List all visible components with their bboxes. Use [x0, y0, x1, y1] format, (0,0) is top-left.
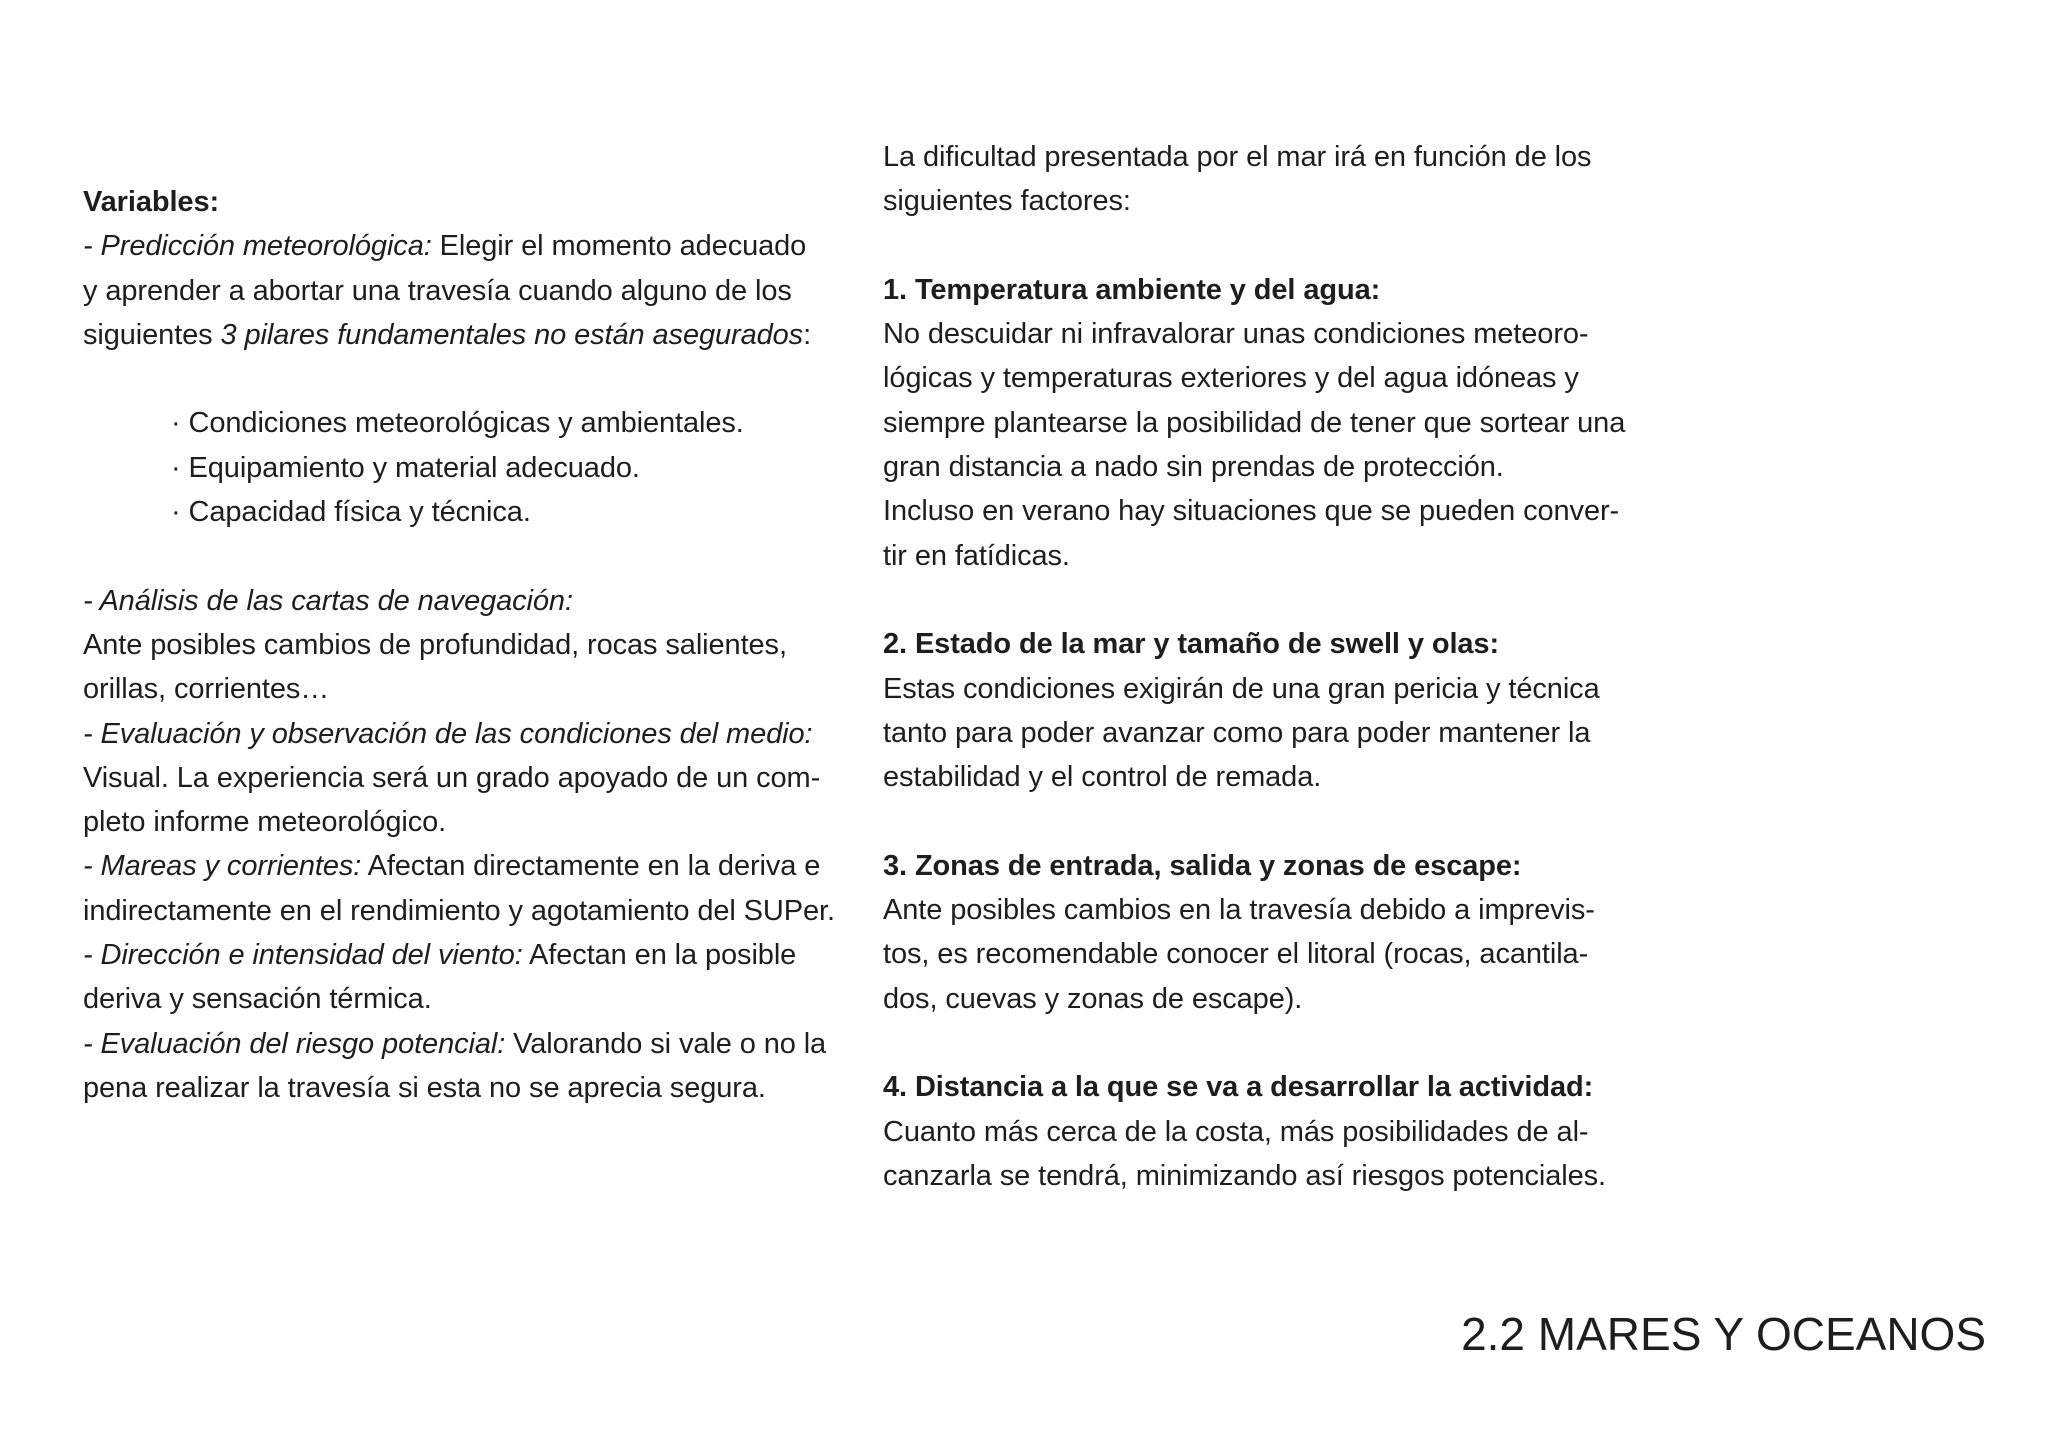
- spacer: [83, 534, 863, 578]
- spacer: [83, 357, 863, 401]
- viento-line-2: deriva y sensación térmica.: [83, 983, 432, 1016]
- factor-4-line: canzarla se tendrá, minimizando así riesgos potenciales.: [883, 1159, 1606, 1192]
- spacer: [883, 799, 1663, 843]
- factor-1-line: lógicas y temperaturas exteriores y del agua idóneas y: [883, 362, 1579, 395]
- factor-3-heading: 3. Zonas de entrada, salida y zonas de escape:: [883, 849, 1522, 882]
- prediccion-label: - Predicción meteorológica:: [83, 230, 432, 263]
- factor-1-line: siempre plantearse la posibilidad de tener que sortear una: [883, 406, 1626, 439]
- riesgo-text-1: Valorando si vale o no la: [505, 1027, 827, 1060]
- spacer: [883, 1021, 1663, 1065]
- analisis-line-2: orillas, corrientes…: [83, 673, 330, 706]
- factor-1-line: Incluso en verano hay situaciones que se pueden conver-: [883, 495, 1620, 528]
- factor-3-line: Ante posibles cambios en la travesía debido a imprevis-: [883, 894, 1595, 927]
- analisis-line-1: Ante posibles cambios de profundidad, rocas salientes,: [83, 628, 787, 661]
- mareas-text-1: Afectan directamente en la deriva e: [361, 850, 821, 883]
- evaluacion-line-1: Visual. La experiencia será un grado apoyado de un com-: [83, 761, 821, 794]
- analisis-label: - Análisis de las cartas de navegación:: [83, 584, 573, 617]
- bullet-item: · Condiciones meteorológicas y ambientales.: [171, 407, 744, 440]
- right-column: [883, 135, 1663, 1198]
- riesgo-label: - Evaluación del riesgo potencial:: [83, 1027, 506, 1060]
- factor-2-line: Estas condiciones exigirán de una gran pericia y técnica: [883, 672, 1600, 705]
- prediccion-line-3: [83, 313, 863, 357]
- section-title: 2.2 MARES Y OCEANOS: [1461, 1308, 1986, 1360]
- factor-4-line: Cuanto más cerca de la costa, más posibilidades de al-: [883, 1115, 1589, 1148]
- left-column: [83, 180, 863, 1110]
- prediccion-text-3-pre: siguientes: [83, 318, 221, 351]
- prediccion-pilares: 3 pilares fundamentales no están asegurados: [220, 318, 804, 351]
- spacer: [883, 224, 1663, 268]
- factor-1-line: tir en fatídicas.: [883, 539, 1070, 572]
- factor-1-line: No descuidar ni infravalorar unas condiciones meteoro-: [883, 318, 1589, 351]
- evaluacion-label: - Evaluación y observación de las condiciones del medio:: [83, 717, 813, 750]
- evaluacion-line-2: pleto informe meteorológico.: [83, 806, 447, 839]
- riesgo-line-2: pena realizar la travesía si esta no se aprecia segura.: [83, 1071, 766, 1104]
- factor-3-line: dos, cuevas y zonas de escape).: [883, 982, 1303, 1015]
- factor-2-line: tanto para poder avanzar como para poder mantener la: [883, 716, 1591, 749]
- bullet-item: · Capacidad física y técnica.: [171, 496, 531, 529]
- mareas-line-1: [83, 844, 863, 888]
- factor-1-line: gran distancia a nado sin prendas de protección.: [883, 451, 1504, 484]
- factor-3-line: tos, es recomendable conocer el litoral (rocas, acantila-: [883, 938, 1589, 971]
- factor-2-line: estabilidad y el control de remada.: [883, 761, 1322, 794]
- spacer: [883, 578, 1663, 622]
- factor-2-heading: 2. Estado de la mar y tamaño de swell y olas:: [883, 628, 1500, 661]
- bullet-item: · Equipamiento y material adecuado.: [171, 451, 640, 484]
- viento-text-1: Afectan en la posible: [522, 939, 797, 972]
- mareas-line-2: indirectamente en el rendimiento y agotamiento del SUPer.: [83, 894, 835, 927]
- factor-4-heading: 4. Distancia a la que se va a desarrollar la actividad:: [883, 1071, 1594, 1104]
- intro-line-2: siguientes factores:: [883, 185, 1131, 218]
- intro-line-1: La dificultad presentada por el mar irá en función de los: [883, 141, 1592, 173]
- variables-heading: Variables:: [83, 186, 220, 218]
- viento-label: - Dirección e intensidad del viento:: [83, 939, 523, 972]
- factor-1-heading: 1. Temperatura ambiente y del agua:: [883, 273, 1381, 306]
- prediccion-line-1: [83, 224, 863, 268]
- prediccion-text-1: Elegir el momento adecuado: [431, 230, 807, 263]
- mareas-label: - Mareas y corrientes:: [83, 850, 362, 883]
- prediccion-text-3-post: :: [803, 318, 812, 351]
- riesgo-line-1: [83, 1022, 863, 1066]
- viento-line-1: [83, 933, 863, 977]
- prediccion-line-2: y aprender a abortar una travesía cuando alguno de los: [83, 274, 792, 307]
